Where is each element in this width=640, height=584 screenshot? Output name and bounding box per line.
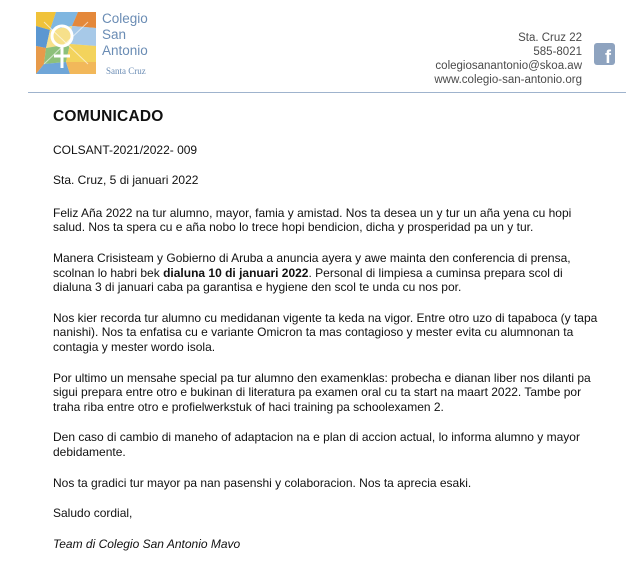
paragraph-school-reopening [53,251,598,295]
letter-body [53,110,598,567]
reference-number: COLSANT-2021/2022- 009 [53,142,198,157]
paragraph-greeting: Feliz Aña 2022 na tur alumno, mayor, famia y amistad. Nos ta desea un y tur un aña yena cu hopi salud. Nos ta spera cu e aña nobo lo trece hopi bendicion, dicha y prosperidad pa un y tur. [53,205,572,235]
paragraph-measures: Nos kier recorda tur alumno cu medidanan vigente ta keda na vigor. Entre otro uzo di tapaboca (y tapa nanishi). Nos ta enfatisa cu e variante Omicron ta mas contagioso y mester evita cu alumnonan ta contagia y mester wordo isola. [53,310,598,354]
school-name-line-1: Colegio [102,11,148,26]
contact-block [434,31,582,87]
school-name-line-2: San [102,27,127,42]
facebook-glyph: f [605,47,611,67]
school-name [102,11,148,59]
paragraph-2-text-end: . Personal di limpiesa a cuminsa prepara scol di dialuna 3 di januari caba pa garantisa e hygiene den scol te unda cu nos por. [53,265,563,295]
signature: Team di Colegio San Antonio Mavo [53,536,241,551]
school-logo [36,12,96,74]
website-link[interactable]: www.colegio-san-antonio.org [434,74,582,86]
school-name-line-3: Antonio [102,43,148,58]
phone-number: 585-8021 [533,46,582,58]
date-line: Sta. Cruz, 5 di januari 2022 [53,173,199,188]
letter-title: COMUNICADO [53,108,164,125]
header-divider [28,92,626,93]
letterhead [0,0,640,95]
address: Sta. Cruz 22 [518,32,582,44]
closing: Saludo cordial, [53,506,133,521]
facebook-icon[interactable] [594,43,615,65]
school-city: Santa Cruz [106,66,146,76]
reopening-date: dialuna 10 di januari 2022 [163,265,309,280]
email-address[interactable]: colegiosanantonio@skoa.aw [435,60,582,72]
paragraph-policy-changes: Den caso di cambio di maneho of adaptacion na e plan di accion actual, lo informa alumno y mayor debidamente. [53,430,580,459]
paragraph-thanks: Nos ta gradici tur mayor pa nan pasenshi y colaboracion. Nos ta aprecia esaki. [53,475,472,490]
stained-glass-logo-icon [36,12,96,74]
paragraph-2-text-start: Manera Crisisteam y Gobierno di Aruba a anuncia ayera y awe mainta den conferencia di prensa, scolnan lo habri bek [53,250,571,280]
paragraph-exam-class: Por ultimo un mensahe special pa tur alumno den examenklas: probecha e dianan liber nos dilanti pa sigui prepara entre otro e bukinan di literatura pa examen oral cu ta start na maart 2022. Tambe por traha riba entre otro e profielwerkstuk of haci training pa schoolexamen 2. [53,370,591,414]
